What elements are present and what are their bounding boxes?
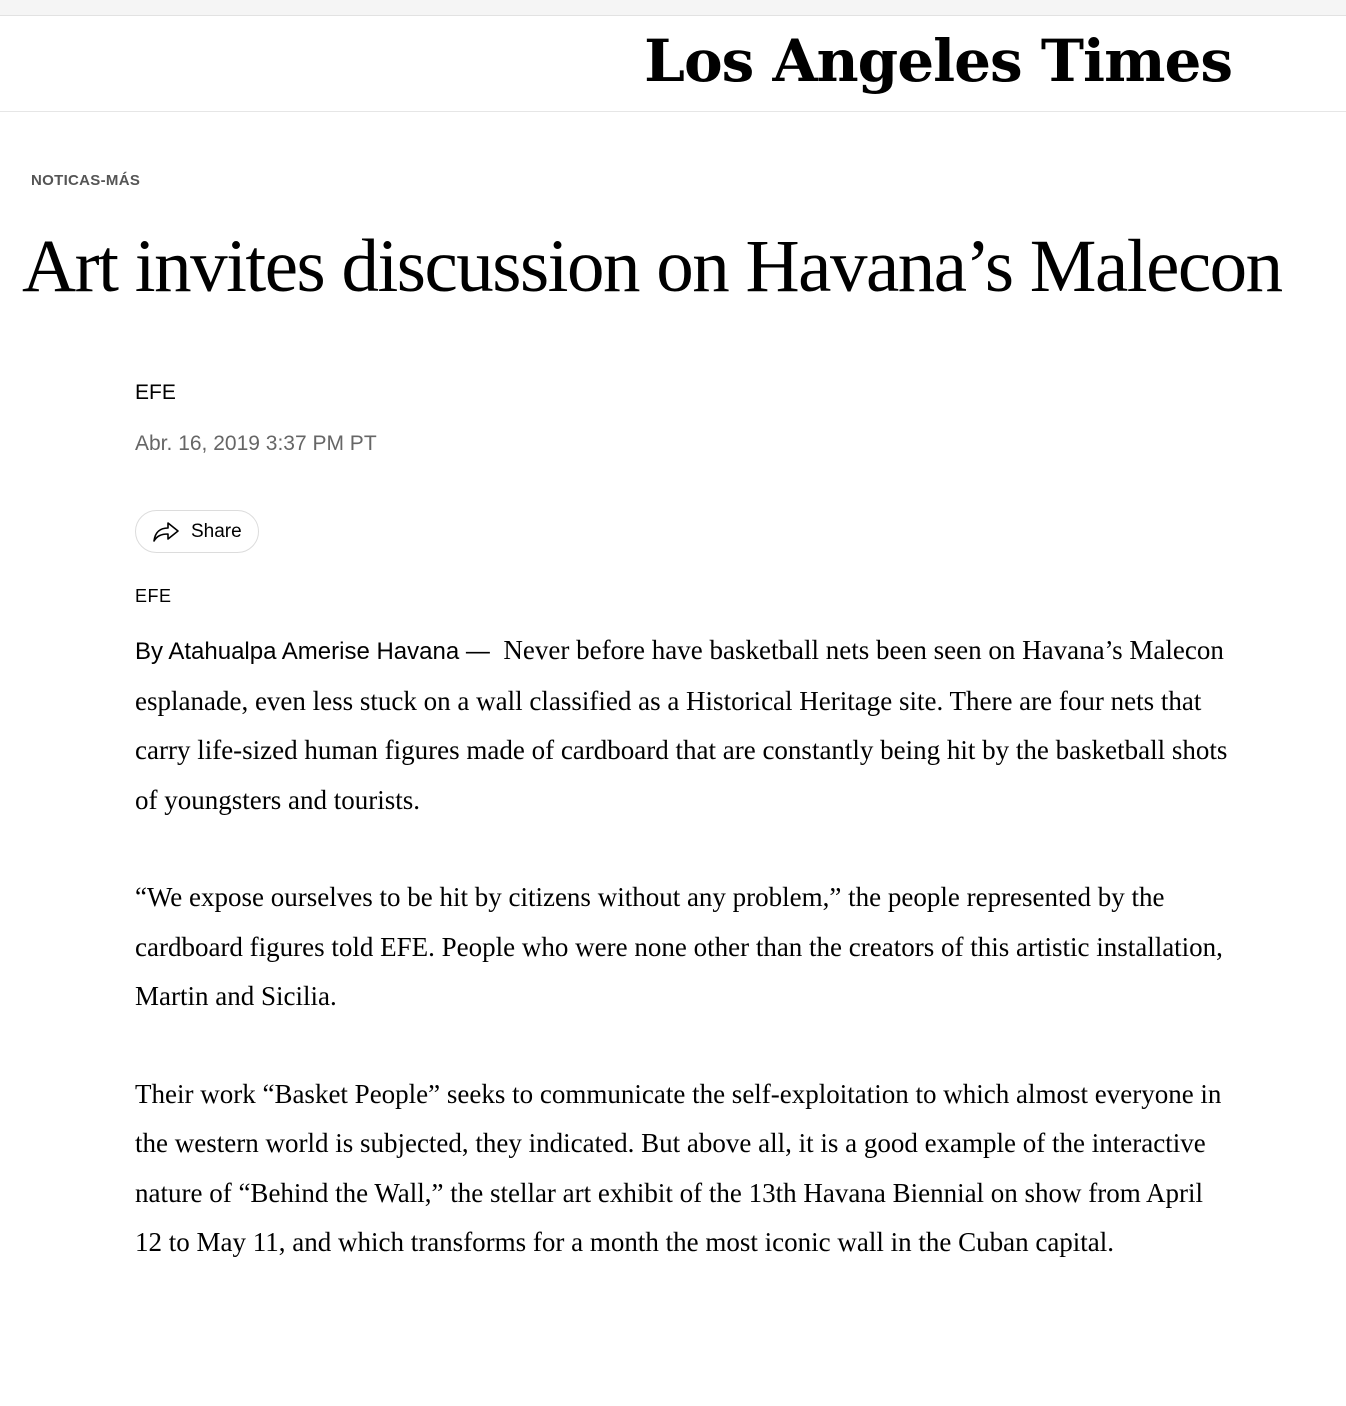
masthead xyxy=(0,16,1346,112)
paragraph-3: Their work “Basket People” seeks to communicate the self-exploitation to which almost everyone in the western world is subjected, they indicated. But above all, it is a good example of the interactive nature of “Behind the Wall,” the stellar art exhibit of the 13th Havana Biennial on show from April 12 to May 11, and which transforms for a month the most iconic wall in the Cuban capital. xyxy=(135,1078,1222,1257)
publish-timestamp: Abr. 16, 2019 3:37 PM PT xyxy=(135,432,377,455)
share-button[interactable] xyxy=(135,510,259,553)
paragraph-2: “We expose ourselves to be hit by citizens without any problem,” the people represented by the cardboard figures told EFE. People who were none other than the creators of this artistic installation, Martin and Sicilia. xyxy=(135,882,1223,1011)
byline-source: EFE xyxy=(135,381,176,404)
paragraph-1-text: Never before have basketball nets been seen on Havana’s Malecon esplanade, even less stuck on a wall classified as a Historical Heritage site. There are four nets that carry life-sized human figures made of cardboard that are constantly being hit by the basketball shots of youngsters and tourists. xyxy=(135,635,1228,815)
article-credit: EFE xyxy=(135,586,172,606)
share-label: Share xyxy=(191,520,242,542)
article-headline: Art invites discussion on Havana’s Malecon xyxy=(22,225,1282,308)
browser-top-strip xyxy=(0,0,1346,16)
byline-lead: By Atahualpa Amerise Havana — xyxy=(135,638,490,665)
paragraph-1 xyxy=(135,626,1235,825)
site-logo[interactable]: Los Angeles Times xyxy=(644,27,1232,95)
share-arrow-icon xyxy=(152,521,180,543)
section-label[interactable]: NOTICAS-MÁS xyxy=(31,172,141,189)
article-body xyxy=(135,626,1235,1316)
